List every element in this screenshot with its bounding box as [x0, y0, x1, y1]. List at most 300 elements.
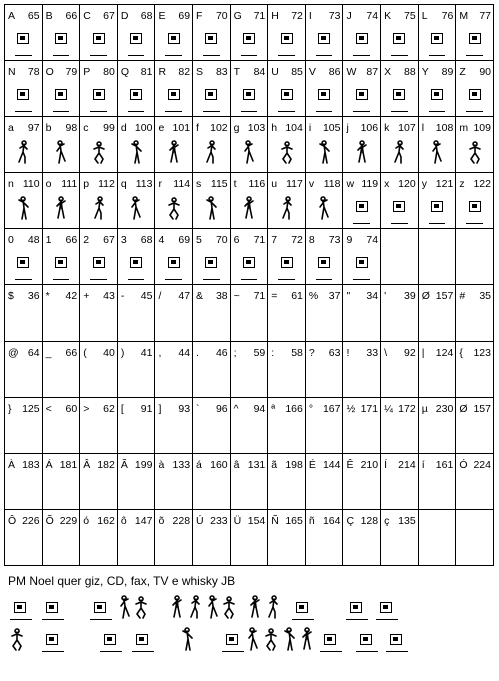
- glyph-cell: [193, 453, 231, 509]
- glyph-char: 1: [45, 234, 52, 247]
- glyph-code: 84: [253, 66, 266, 79]
- glyph-cell: [456, 509, 494, 565]
- glyph-code: 71: [253, 234, 266, 247]
- glyph-char: 0: [8, 234, 14, 247]
- glyph-box-icon: [456, 83, 493, 109]
- glyph-box-icon: [231, 83, 268, 109]
- glyph-code: 88: [404, 66, 416, 79]
- glyph-char: /: [158, 290, 162, 303]
- glyph-cell: [268, 397, 306, 453]
- glyph-header: [5, 117, 42, 134]
- glyph-code: 113: [135, 178, 153, 191]
- glyph-code: 65: [27, 10, 40, 22]
- glyph-cell: [5, 5, 43, 61]
- glyph-cell: [117, 397, 155, 453]
- glyph-code: 161: [435, 458, 454, 471]
- glyph-char: :: [271, 346, 275, 359]
- glyph-cell: [305, 5, 343, 61]
- glyph-cell: [117, 229, 155, 285]
- glyph-underline: [316, 279, 333, 280]
- glyph-char: v: [308, 178, 315, 191]
- glyph-header: [343, 398, 380, 415]
- glyph-char: ~: [233, 290, 240, 303]
- glyph-header: [419, 117, 456, 134]
- glyph-header: [456, 398, 493, 415]
- glyph-header: [155, 285, 192, 302]
- glyph-header: [343, 285, 380, 302]
- glyph-cell: [268, 173, 306, 229]
- glyph-header: [456, 5, 493, 22]
- glyph-header: [5, 61, 42, 78]
- glyph-header: [80, 229, 117, 246]
- glyph-header: [306, 117, 343, 134]
- glyph-code: 224: [473, 458, 491, 471]
- glyph-header: [343, 173, 380, 190]
- glyph-char: e: [158, 122, 165, 135]
- glyph-char: s: [196, 178, 202, 191]
- glyph-code: 112: [98, 178, 115, 191]
- glyph-code: 144: [322, 458, 341, 471]
- glyph-char: ;: [233, 346, 237, 359]
- glyph-cell: [117, 173, 155, 229]
- glyph-header: [306, 5, 343, 22]
- sample-box-icon: [222, 626, 242, 654]
- dancer-figure-icon: [306, 195, 343, 221]
- glyph-code: 182: [97, 458, 115, 471]
- glyph-cell: [117, 5, 155, 61]
- glyph-header: [193, 229, 230, 246]
- glyph-cell: [230, 173, 268, 229]
- glyph-header: [43, 61, 80, 78]
- dancer-figure-icon: [268, 195, 305, 221]
- glyph-header: [231, 117, 268, 134]
- glyph-cell: [381, 397, 419, 453]
- glyph-char: ': [384, 290, 387, 303]
- glyph-cell: [5, 229, 43, 285]
- glyph-box-icon: [193, 251, 230, 277]
- glyph-cell: [305, 117, 343, 173]
- dancer-figure-icon: [80, 195, 117, 221]
- glyph-code: 66: [65, 346, 78, 359]
- glyph-code: 98: [65, 122, 78, 135]
- glyph-cell: [42, 397, 80, 453]
- glyph-cell: [381, 509, 419, 565]
- glyph-char: K: [384, 10, 392, 22]
- glyph-cell: [80, 5, 118, 61]
- glyph-header: [193, 285, 230, 302]
- glyph-header: [118, 173, 155, 190]
- glyph-cell: [193, 61, 231, 117]
- glyph-cell: [80, 61, 118, 117]
- glyph-char: _: [45, 346, 52, 359]
- glyph-code: 67: [103, 10, 115, 22]
- sample-dancer-icon: [300, 626, 320, 654]
- glyph-char: }: [8, 402, 12, 415]
- glyph-char: N: [8, 66, 16, 79]
- glyph-cell: [42, 341, 80, 397]
- glyph-header: [268, 117, 305, 134]
- glyph-code: 64: [27, 346, 40, 359]
- glyph-cell: [80, 509, 118, 565]
- glyph-char: <: [45, 402, 52, 415]
- glyph-char: W: [346, 66, 357, 79]
- glyph-code: 40: [103, 346, 115, 359]
- glyph-char: `: [196, 402, 200, 415]
- glyph-header: [381, 117, 418, 134]
- glyph-header: [193, 5, 230, 22]
- glyph-cell: [117, 509, 155, 565]
- sample-box-icon: [292, 594, 312, 622]
- dancer-figure-icon: [268, 139, 305, 165]
- glyph-char: B: [45, 10, 53, 22]
- glyph-code: 66: [65, 10, 78, 22]
- glyph-char: g: [233, 122, 240, 135]
- glyph-box-icon: [118, 251, 155, 277]
- glyph-code: 160: [210, 458, 228, 471]
- sample-box-icon: [386, 626, 406, 654]
- glyph-char: #: [459, 290, 466, 303]
- glyph-box-icon: [43, 83, 80, 109]
- glyph-cell: [155, 397, 193, 453]
- dancer-figure-icon: [306, 139, 343, 165]
- glyph-header: [118, 510, 155, 527]
- glyph-header: [193, 117, 230, 134]
- glyph-cell: [42, 173, 80, 229]
- glyph-char: Ñ: [271, 514, 279, 527]
- glyph-header: [268, 454, 305, 471]
- glyph-box-icon: [343, 251, 380, 277]
- glyph-header: [381, 61, 418, 78]
- glyph-cell: [193, 341, 231, 397]
- glyph-cell: [230, 285, 268, 341]
- glyph-cell: [5, 117, 43, 173]
- glyph-char: 7: [271, 234, 278, 247]
- glyph-char: Ú: [196, 514, 204, 527]
- sample-box-icon: [346, 594, 366, 622]
- glyph-cell: [343, 117, 381, 173]
- glyph-header: [306, 285, 343, 302]
- sample-box-icon: [10, 594, 30, 622]
- glyph-cell: [117, 285, 155, 341]
- grid-row: [5, 61, 494, 117]
- glyph-char: y: [421, 178, 427, 191]
- glyph-cell: [155, 5, 193, 61]
- dancer-figure-icon: [43, 139, 80, 165]
- glyph-underline: [278, 111, 295, 112]
- glyph-code: 91: [140, 402, 153, 415]
- glyph-header: [118, 454, 155, 471]
- glyph-cell: [456, 229, 494, 285]
- glyph-char: (: [83, 346, 87, 359]
- glyph-underline: [353, 279, 370, 280]
- glyph-box-icon: [118, 27, 155, 53]
- glyph-cell: [456, 397, 494, 453]
- glyph-code: 71: [253, 290, 266, 303]
- glyph-code: 59: [253, 346, 266, 359]
- glyph-cell: [5, 61, 43, 117]
- glyph-code: 162: [97, 514, 115, 527]
- glyph-char: ½: [346, 402, 356, 415]
- dancer-figure-icon: [80, 139, 117, 165]
- glyph-char: É: [308, 458, 316, 471]
- glyph-code: 166: [285, 402, 303, 415]
- sample-box-icon: [376, 594, 396, 622]
- glyph-char: °: [308, 402, 314, 415]
- glyph-header: [5, 510, 42, 527]
- glyph-box-icon: [43, 27, 80, 53]
- glyph-code: 87: [366, 66, 379, 79]
- glyph-char: f: [196, 122, 199, 135]
- glyph-char: d: [120, 122, 127, 135]
- glyph-underline: [15, 111, 32, 112]
- sample-dancer-icon: [222, 594, 242, 622]
- dancer-figure-icon: [43, 195, 80, 221]
- glyph-cell: [5, 397, 43, 453]
- glyph-char: E: [158, 10, 166, 22]
- glyph-code: 121: [435, 178, 454, 191]
- glyph-box-icon: [419, 83, 456, 109]
- glyph-cell: [381, 117, 419, 173]
- glyph-code: 85: [291, 66, 303, 79]
- glyph-header: [456, 342, 493, 359]
- dancer-figure-icon: [193, 195, 230, 221]
- glyph-cell: [381, 61, 419, 117]
- glyph-header: [381, 398, 418, 415]
- glyph-underline: [429, 55, 446, 56]
- glyph-header: [231, 285, 268, 302]
- glyph-char: J: [346, 10, 352, 22]
- glyph-code: 73: [328, 10, 341, 22]
- glyph-char: F: [196, 10, 203, 22]
- glyph-header: [343, 229, 380, 246]
- glyph-header: [5, 454, 42, 471]
- glyph-code: 76: [441, 10, 454, 22]
- glyph-header: [80, 117, 117, 134]
- glyph-char: ã: [271, 458, 278, 471]
- glyph-cell: [456, 5, 494, 61]
- glyph-cell: [418, 61, 456, 117]
- glyph-cell: [381, 285, 419, 341]
- glyph-underline: [128, 279, 145, 280]
- glyph-cell: [305, 397, 343, 453]
- glyph-code: 63: [328, 346, 341, 359]
- glyph-box-icon: [268, 83, 305, 109]
- glyph-header: [155, 117, 192, 134]
- glyph-header: [193, 173, 230, 190]
- glyph-header: [231, 454, 268, 471]
- glyph-code: 62: [103, 402, 115, 415]
- glyph-char: p: [83, 178, 90, 191]
- grid-row: [5, 229, 494, 285]
- glyph-header: [155, 398, 192, 415]
- glyph-code: 229: [59, 514, 78, 527]
- glyph-header: [43, 117, 80, 134]
- glyph-cell: [193, 509, 231, 565]
- glyph-header: [118, 229, 155, 246]
- glyph-code: 171: [360, 402, 379, 415]
- glyph-header: [419, 5, 456, 22]
- glyph-underline: [466, 223, 483, 224]
- glyph-code: 83: [215, 66, 228, 79]
- glyph-code: 157: [435, 290, 454, 303]
- glyph-cell: [42, 453, 80, 509]
- glyph-char: 9: [346, 234, 353, 247]
- sample-dancer-icon: [10, 626, 30, 654]
- glyph-underline: [53, 111, 70, 112]
- glyph-header: [231, 173, 268, 190]
- glyph-box-icon: [193, 27, 230, 53]
- glyph-cell: [5, 341, 43, 397]
- glyph-char: H: [271, 10, 279, 22]
- glyph-code: 99: [103, 122, 115, 135]
- glyph-char: G: [233, 10, 242, 22]
- glyph-char: m: [459, 122, 469, 135]
- glyph-header: [343, 5, 380, 22]
- glyph-code: 210: [360, 458, 379, 471]
- glyph-cell: [418, 453, 456, 509]
- glyph-header: [306, 454, 343, 471]
- glyph-char: U: [271, 66, 279, 79]
- glyph-box-icon: [80, 27, 117, 53]
- glyph-code: 42: [65, 290, 78, 303]
- glyph-code: 92: [404, 346, 416, 359]
- glyph-cell: [456, 341, 494, 397]
- glyph-header: [155, 454, 192, 471]
- glyph-code: 46: [215, 346, 228, 359]
- glyph-code: 74: [366, 10, 379, 22]
- glyph-code: 115: [210, 178, 228, 191]
- glyph-char: ª: [271, 402, 276, 415]
- glyph-char: T: [233, 66, 241, 79]
- glyph-char: i: [308, 122, 312, 135]
- glyph-cell: [381, 173, 419, 229]
- glyph-char: ñ: [308, 514, 315, 527]
- glyph-underline: [353, 223, 370, 224]
- glyph-code: 73: [328, 234, 341, 247]
- glyph-header: [80, 454, 117, 471]
- glyph-char: O: [45, 66, 54, 79]
- glyph-cell: [193, 117, 231, 173]
- glyph-box-icon: [80, 83, 117, 109]
- glyph-char: Ü: [233, 514, 242, 527]
- glyph-char: +: [83, 290, 90, 303]
- glyph-box-icon: [343, 83, 380, 109]
- glyph-cell: [268, 5, 306, 61]
- glyph-code: 105: [322, 122, 341, 135]
- glyph-code: 81: [140, 66, 153, 79]
- glyph-underline: [241, 279, 258, 280]
- glyph-underline: [466, 55, 483, 56]
- glyph-char: ó: [83, 514, 90, 527]
- grid-row: [5, 453, 494, 509]
- glyph-char: Â: [83, 458, 91, 471]
- glyph-code: 68: [140, 234, 153, 247]
- glyph-underline: [90, 111, 107, 112]
- glyph-underline: [391, 111, 408, 112]
- glyph-cell: [343, 5, 381, 61]
- glyph-cell: [381, 5, 419, 61]
- glyph-header: [419, 61, 456, 78]
- glyph-code: 101: [172, 122, 191, 135]
- glyph-header: [155, 510, 192, 527]
- glyph-cell: [343, 285, 381, 341]
- glyph-code: 82: [178, 66, 191, 79]
- glyph-cell: [418, 509, 456, 565]
- glyph-cell: [343, 397, 381, 453]
- glyph-cell: [305, 229, 343, 285]
- glyph-char: 5: [196, 234, 202, 247]
- dancer-figure-icon: [118, 139, 155, 165]
- glyph-underline: [466, 111, 483, 112]
- glyph-char: c: [83, 122, 89, 135]
- glyph-char: b: [45, 122, 52, 135]
- glyph-char: q: [120, 178, 127, 191]
- glyph-header: [268, 285, 305, 302]
- glyph-underline: [429, 223, 446, 224]
- glyph-code: 103: [247, 122, 266, 135]
- glyph-cell: [418, 173, 456, 229]
- glyph-cell: [42, 509, 80, 565]
- glyph-char: Ô: [8, 514, 17, 527]
- glyph-header: [43, 285, 80, 302]
- grid-row: [5, 397, 494, 453]
- glyph-header: [118, 5, 155, 22]
- glyph-cell: [381, 229, 419, 285]
- glyph-cell: [155, 285, 193, 341]
- glyph-box-icon: [343, 27, 380, 53]
- glyph-code: 36: [27, 290, 40, 303]
- glyph-header: [80, 5, 117, 22]
- grid-row: [5, 285, 494, 341]
- sample-dancer-icon: [266, 594, 286, 622]
- glyph-code: 230: [435, 402, 454, 415]
- glyph-box-icon: [5, 251, 42, 277]
- glyph-header: [419, 454, 456, 471]
- glyph-code: 70: [215, 234, 228, 247]
- glyph-char: &: [196, 290, 204, 303]
- glyph-cell: [268, 453, 306, 509]
- glyph-header: [5, 173, 42, 190]
- glyph-char: $: [8, 290, 14, 303]
- glyph-code: 183: [22, 458, 40, 471]
- glyph-box-icon: [118, 83, 155, 109]
- glyph-header: [80, 173, 117, 190]
- glyph-char: ¼: [384, 402, 393, 415]
- glyph-char: .: [196, 346, 199, 359]
- glyph-code: 116: [248, 178, 266, 191]
- glyph-char: w: [346, 178, 355, 191]
- glyph-cell: [230, 341, 268, 397]
- glyph-underline: [278, 55, 295, 56]
- glyph-underline: [203, 279, 220, 280]
- glyph-cell: [80, 453, 118, 509]
- glyph-char: z: [459, 178, 465, 191]
- glyph-cell: [418, 229, 456, 285]
- glyph-code: 38: [215, 290, 228, 303]
- sample-dancer-icon: [170, 594, 190, 622]
- glyph-underline: [316, 111, 333, 112]
- glyph-code: 172: [398, 402, 416, 415]
- glyph-header: [5, 342, 42, 359]
- glyph-char: µ: [421, 402, 428, 415]
- glyph-header: [43, 398, 80, 415]
- glyph-box-icon: [155, 251, 192, 277]
- glyph-code: 41: [140, 346, 153, 359]
- glyph-header: [43, 342, 80, 359]
- glyph-header: [5, 229, 42, 246]
- glyph-cell: [268, 341, 306, 397]
- glyph-code: 43: [103, 290, 115, 303]
